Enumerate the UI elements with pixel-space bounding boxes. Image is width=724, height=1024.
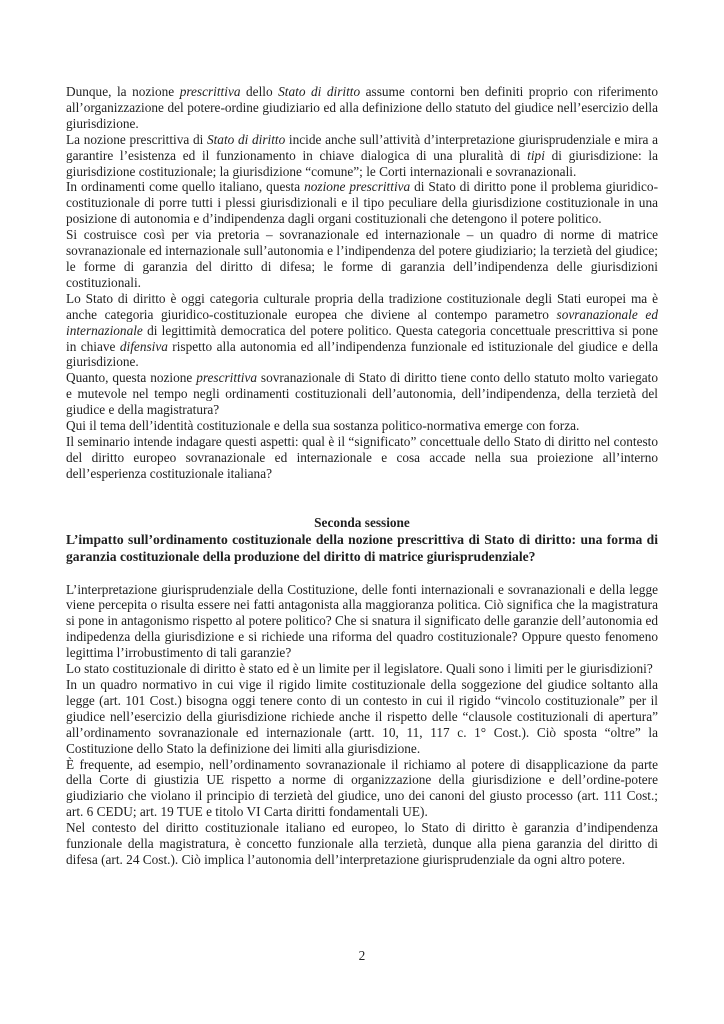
paragraph-limits-legislator: Lo stato costituzionale di diritto è stato ed è un limite per il legislatore. Quali sono i limiti per le giurisdizioni?: [66, 661, 653, 677]
paragraph-praetorian-framework: Si costruisce così per via pretoria – sovranazionale ed internazionale – un quadro di norme di matrice sovranazionale ed internazionale sull’autonomia e l’indipendenza del potere giudiziario; la terzietà del giudice; le forme di garanzia del diritto di difesa; le forme di garanzia dell’indipendenza delle giurisdizioni costituzionali.: [66, 227, 658, 290]
paragraph-interpretation-antagonist: L’interpretazione giurisprudenziale della Costituzione, delle fonti internazionali e sovranazionali e della legge viene percepita o risulta essere nei fatti antagonista alla maggioranza politica. Ciò significa che la magistratura si pone in antagonismo rispetto al potere politico? Che si snatura il significato delle garanzie dell’autonomia ed indipedenza della giurisdizione e si richiede una riforma del quadro costituzionale? Oppure questo fenomeno legittima l’irrobustimento di tali garanzie?: [66, 581, 658, 661]
session-heading: Seconda sessione: [314, 514, 410, 530]
text-block: [66, 84, 658, 868]
paragraph-opening-clauses: In un quadro normativo in cui vige il rigido limite costituzionale della soggezione del giudice soltanto alla legge (art. 101 Cost.) bisogna oggi tenere conto di un contesto in cui il rigido “vincolo costituzionale” per il giudice nell’esercizio della giurisdizione richiede anche il rispetto delle “clausole costituzionali di apertura” all’ordinamento sovranazionale ed internazionale (artt. 10, 11, 117 c. 1° Cost.). Ciò sposta “oltre” la Costituzione dello Stato la definizione dei limiti alla giurisdizione.: [66, 677, 658, 756]
paragraph-cjeu-disapplication: È frequente, ad esempio, nell’ordinamento sovranazionale il richiamo al potere di disapplicazione da parte della Corte di giustizia UE rispetto a norme di organizzazione della giurisdizione e dell’ordine-potere giudiziario che violano il principio di terzietà del giudice, uno dei canoni del giusto processo (art. 111 Cost.; art. 6 CEDU; art. 19 TUE e titolo VI Carta diritti fondamentali UE).: [66, 756, 658, 820]
paragraph-cultural-category: Lo Stato di diritto è oggi categoria culturale propria della tradizione costituzionale degli Stati europei ma è anche categoria giuridico-costituzionale europea che diviene al contempo parametro sovranazionale ed internazionale di legittimità democratica del potere politico. Questa categoria concettuale prescrittiva si pone in chiave difensiva rispetto alla autonomia ed all’indipendenza funzionale ed istituzionale del giudice e della giurisdizione.: [66, 290, 658, 370]
paragraph-prescriptive-notion: Dunque, la nozione prescrittiva dello Stato di diritto assume contorni ben definiti proprio con riferimento all’organizzazione del potere-ordine giudiziario ed alla definizione dello statuto del giudice nell’esercizio della giurisdizione.: [66, 84, 658, 131]
section-spacer: [66, 482, 658, 515]
paragraph-functional-independence: Nel contesto del diritto costituzionale italiano ed europeo, lo Stato di diritto è garanzia d’indipendenza funzionale della magistratura, è concetto funzionale alla terzietà, dunque alla piena garanzia del diritto di difesa (art. 24 Cost.). Ciò implica l’autonomia dell’interpretazione giurisprudenziale da ogni altro potere.: [66, 820, 658, 867]
paragraph-variegated-statute: Quanto, questa nozione prescrittiva sovranazionale di Stato di diritto tiene conto dello statuto molto variegato e mutevole nel tempo negli ordinamenti costituzionali dell’autonomia, dell’indipendenza, della terzietà del giudice e della magistratura?: [66, 370, 658, 418]
page-number: 2: [358, 948, 366, 963]
paragraph-seminar-aims: Il seminario intende indagare questi aspetti: qual è il “significato” concettuale dello Stato di diritto nel contesto del diritto europeo sovranazionale ed internazionale e cosa accade nella sua proiezione all’interno dell’esperienza costituzionale italiana?: [66, 433, 658, 481]
first-session-discussion: [66, 84, 658, 482]
paragraph-constitutional-identity: Qui il tema dell’identità costituzionale e della sua sostanza politico-normativa emerge con forza.: [66, 418, 580, 434]
session-title: L’impatto sull’ordinamento costituzionale della nozione prescrittiva di Stato di diritto: una forma di garanzia costituzionale della produzione del diritto di matrice giurisprudenziale?: [66, 531, 658, 564]
paragraph-jurisdiction-types: La nozione prescrittiva di Stato di diritto incide anche sull’attività d’interpretazione giurisprudenziale e mira a garantire l’esistenza ed il funzionamento in chiave dialogica di una pluralità di tipi di giurisdizione: la giurisdizione costituzionale; la giurisdizione “comune”; le Corti internazionali e sovranazionali.: [66, 131, 658, 179]
title-spacer: [66, 565, 658, 582]
second-session-discussion: [66, 582, 658, 868]
paragraph-italian-order: In ordinamenti come quello italiano, questa nozione prescrittiva di Stato di diritto pone il problema giuridico-costituzionale di porre tutti i plessi giurisdizionali e il tipo peculiare della giurisdizione costituzionale in una posizione di autonomia e d’indipendenza dagli organi costituzionali che detengono il potere politico.: [66, 179, 659, 227]
